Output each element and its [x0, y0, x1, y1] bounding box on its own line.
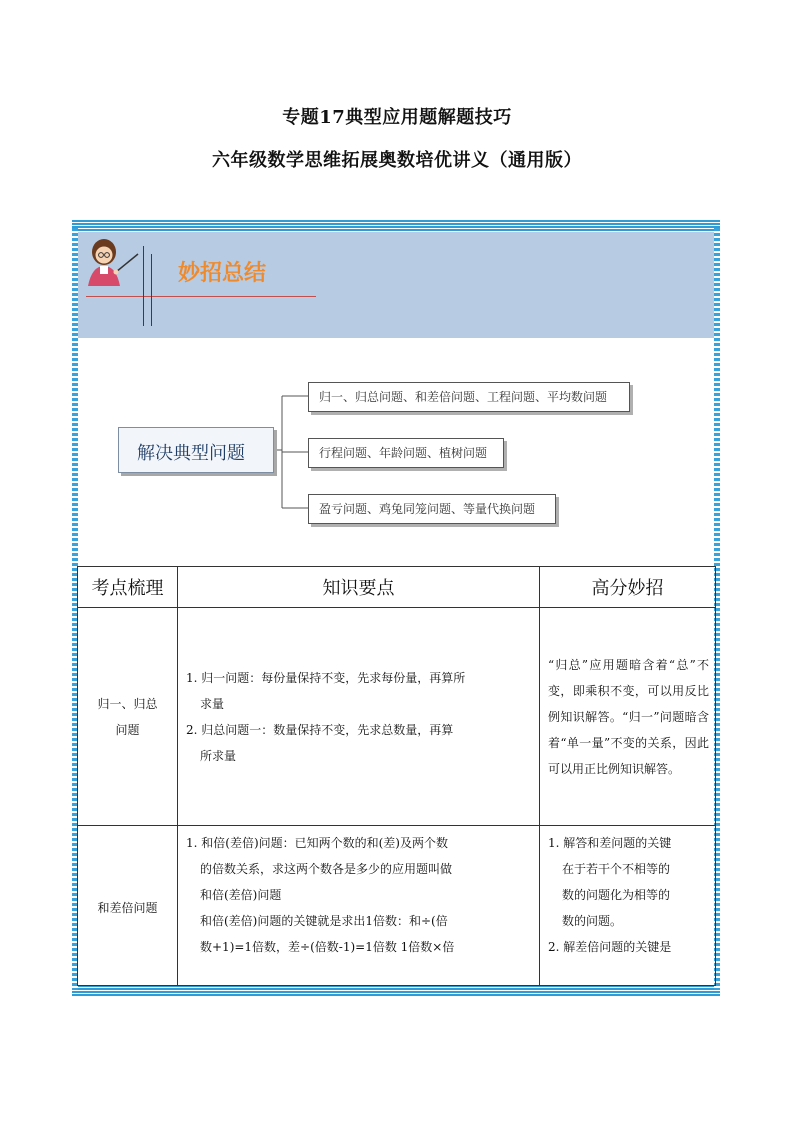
knowledge-table — [77, 566, 716, 986]
mindmap-branch-label: 归一、归总问题、和差倍问题、工程问题、平均数问题 — [319, 390, 608, 404]
mindmap-root — [118, 427, 274, 473]
mindmap-branch — [308, 382, 630, 412]
topic-cell: 和差倍问题 — [78, 826, 178, 986]
points-cell: 1. 归一问题：每份量保持不变，先求每份量，再算所 求量 2. 归总问题一：数量保持不变，先求总数量，再算 所求量 — [178, 608, 540, 826]
mindmap-root-label: 解决典型问题 — [137, 443, 245, 464]
table-row — [78, 608, 716, 826]
mindmap-branch — [308, 494, 556, 524]
document-title: 专题17典型应用题解题技巧 — [282, 107, 512, 128]
banner-title: 妙招总结 — [178, 261, 267, 286]
topic-cell: 归一、归总 问题 — [78, 608, 178, 826]
tips-cell: “归总”应用题暗含着“总”不变，即乘积不变，可以用反比例知识解答。“归一”问题暗含着“单一量”不变的关系，因此可以用正比例知识解答。 — [540, 608, 716, 826]
mindmap-connectors — [0, 0, 794, 560]
tips-cell: 1. 解答和差问题的关键 在于若干个不相等的 数的问题化为相等的 数的问题。 2. 解差倍问题的关键是 — [540, 826, 716, 986]
header-tips: 高分妙招 — [540, 567, 716, 608]
document-subtitle: 六年级数学思维拓展奥数培优讲义（通用版） — [212, 150, 582, 171]
bottom-border — [72, 985, 720, 996]
header-points: 知识要点 — [178, 567, 540, 608]
mindmap-branch-label: 行程问题、年龄问题、植树问题 — [319, 446, 488, 460]
table-row — [78, 826, 716, 986]
points-cell: 1. 和倍(差倍)问题：已知两个数的和(差)及两个数 的倍数关系，求这两个数各是多少的应用题叫做 和倍(差倍)问题 和倍(差倍)问题的关键就是求出1倍数：和÷(倍 数+1)=1倍数，差÷(倍数-1)=1倍数 1倍数×倍 — [178, 826, 540, 986]
header-topic: 考点梳理 — [78, 567, 178, 608]
mindmap-branch-label: 盈亏问题、鸡兔同笼问题、等量代换问题 — [319, 502, 536, 516]
table-header-row — [78, 567, 716, 608]
mindmap-branch — [308, 438, 504, 468]
